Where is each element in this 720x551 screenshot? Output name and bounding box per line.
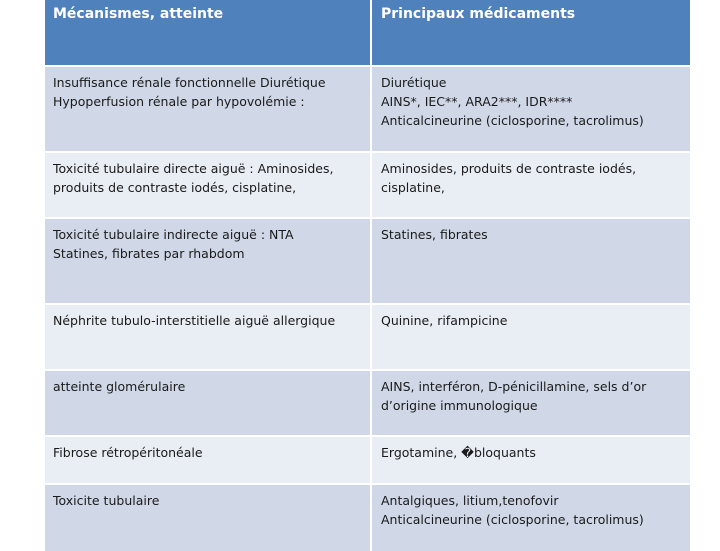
header-mechanism: Mécanismes, atteinte — [45, 0, 370, 65]
row-3-drugs: Statines, fibrates — [372, 219, 690, 303]
row-1-mechanism: Insuffisance rénale fonctionnelle Diurétique Hypoperfusion rénale par hypovolémie : — [45, 67, 370, 151]
header-drugs: Principaux médicaments — [372, 0, 690, 65]
row-2-drugs: Aminosides, produits de contraste iodés, cisplatine, — [372, 153, 690, 217]
row-2-mechanism: Toxicité tubulaire directe aiguë : Aminosides, produits de contraste iodés, cisplatine, — [45, 153, 370, 217]
row-4-drugs: Quinine, rifampicine — [372, 305, 690, 369]
row-7-drugs: Antalgiques, litium,tenofovir Anticalcineurine (ciclosporine, tacrolimus) — [372, 485, 690, 551]
row-3-mechanism: Toxicité tubulaire indirecte aiguë : NTA Statines, fibrates par rhabdom — [45, 219, 370, 303]
row-5-drugs: AINS, interféron, D-pénicillamine, sels d’or d’origine immunologique — [372, 371, 690, 435]
row-1-drugs: Diurétique AINS*, IEC**, ARA2***, IDR**** Anticalcineurine (ciclosporine, tacrolimus) — [372, 67, 690, 151]
drug-mechanism-table — [45, 0, 688, 540]
row-5-mechanism: atteinte glomérulaire — [45, 371, 370, 435]
row-7-mechanism: Toxicite tubulaire — [45, 485, 370, 551]
row-6-drugs: Ergotamine, �bloquants — [372, 437, 690, 483]
row-6-mechanism: Fibrose rétropéritonéale — [45, 437, 370, 483]
row-4-mechanism: Néphrite tubulo-interstitielle aiguë allergique — [45, 305, 370, 369]
